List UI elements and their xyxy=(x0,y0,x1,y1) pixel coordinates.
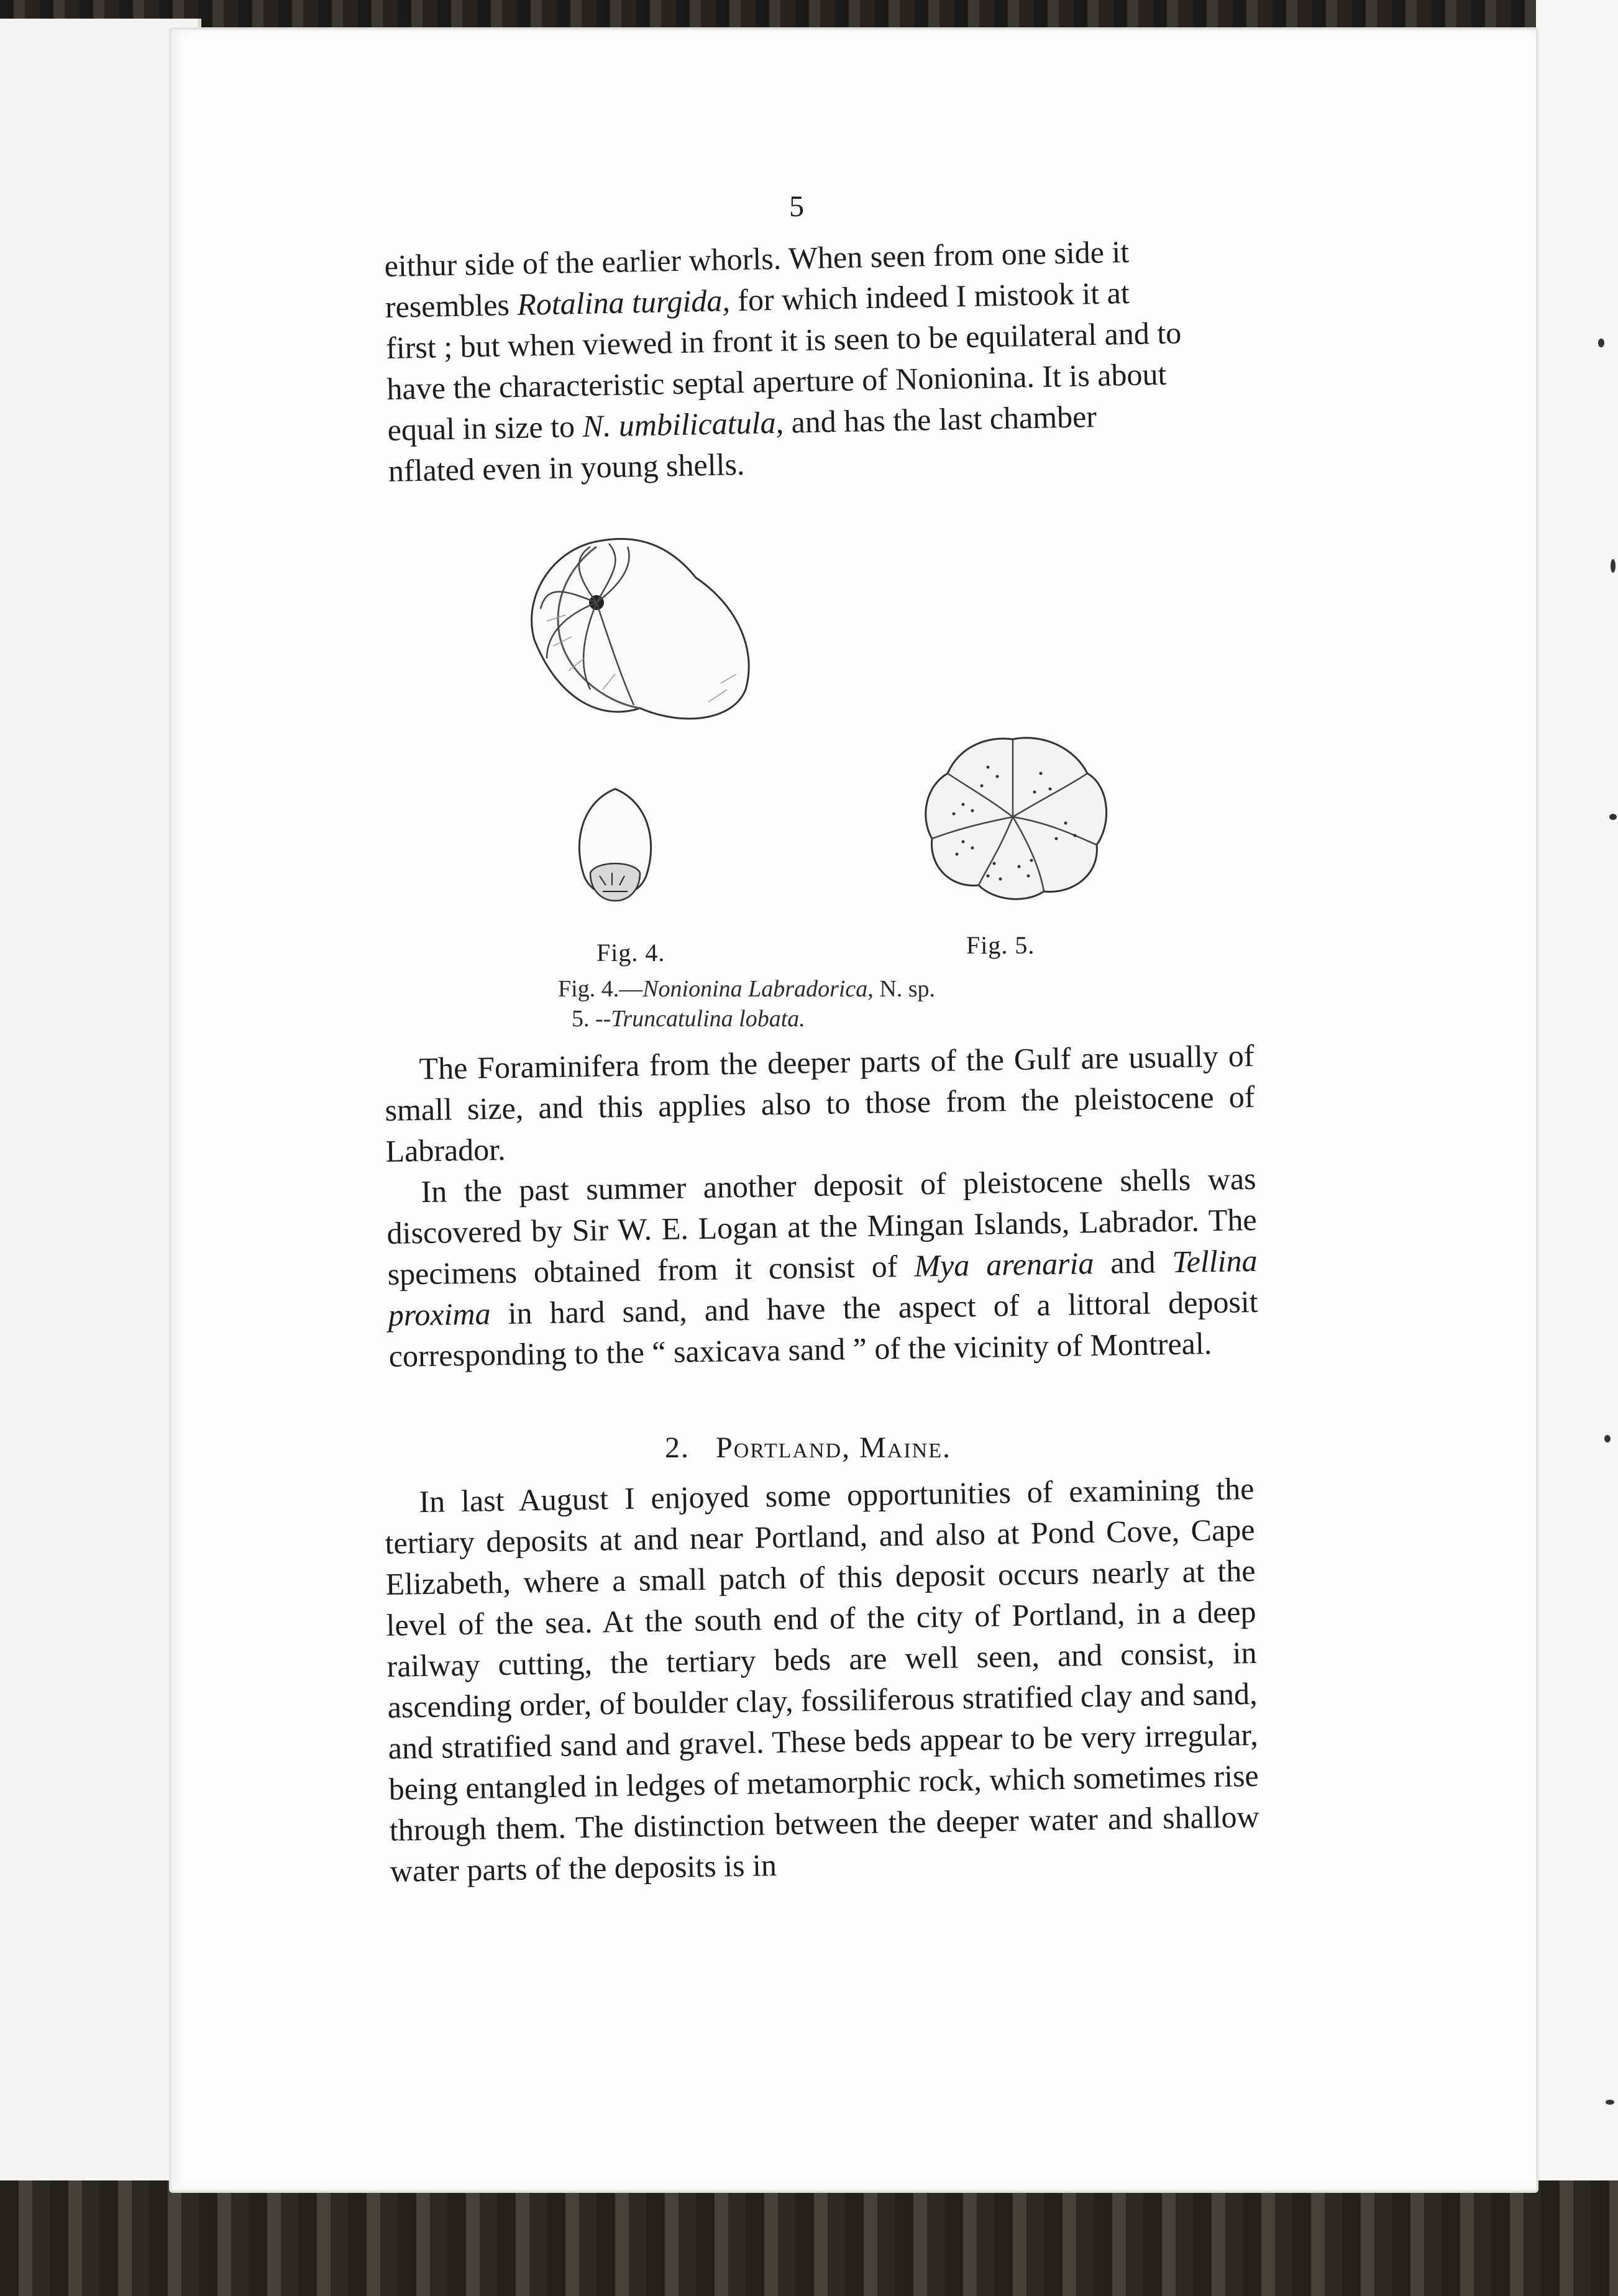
scan-background-bottom xyxy=(0,2180,1618,2296)
scan-margin-right xyxy=(1536,0,1618,2296)
line-part: equal in size to xyxy=(387,408,583,447)
page-number: 5 xyxy=(789,190,804,223)
line: first ; but when viewed in front it is seen to be equilateral and to xyxy=(385,315,1182,365)
line: nflated even in young shells. xyxy=(388,446,745,488)
species-name: Rotalina turgida, xyxy=(516,283,731,322)
section-heading xyxy=(665,1431,951,1465)
caption-part: Fig. 4.— xyxy=(558,976,643,1002)
body-text-foraminifera xyxy=(384,1035,1259,1377)
fig5-label: Fig. 5. xyxy=(966,931,1035,959)
caption-part: 5. -- xyxy=(572,1006,611,1032)
section-title: Portland, Maine. xyxy=(716,1431,951,1464)
line: eithur side of the earlier whorls. When seen from one side it xyxy=(384,234,1130,283)
paragraph-foraminifera: The Foraminifera from the deeper parts of the Gulf are usually of small size, and this applies also to those from the pleistocene of Labrador. xyxy=(385,1038,1255,1168)
section-number: 2. xyxy=(665,1431,690,1464)
figure-caption-line-2 xyxy=(572,1005,805,1032)
species-name: Tellina proxima xyxy=(388,1242,1258,1332)
species-name: Mya arenaria xyxy=(913,1246,1094,1283)
species-name: N. umbilicatula, xyxy=(582,404,784,444)
line-part: resembles xyxy=(385,286,518,324)
fig5-illustration xyxy=(920,730,1112,904)
line: have the characteristic septal aperture of Nonionina. It is about xyxy=(386,356,1167,406)
paragraph-portland: In last August I enjoyed some opportunities of examining the tertiary deposits at and near Portland, and also at Pond Cove, Cape Elizabeth, where a small patch of this deposit occurs nearly at the level of the sea. At the south end of the city of Portland, in a deep railway cutting, the tertiary beds are well seen, and consist, in ascending order, of boulder clay, fossiliferous stratified clay and sand, and stratified sand and gravel. These beds appear to be very irregular, being entangled in ledges of metamorphic rock, which sometimes rise through them. The distinction between the deeper water and shallow water parts of the deposits is in xyxy=(385,1471,1260,1888)
line-part: and has the last chamber xyxy=(783,399,1097,440)
caption-part: N. sp. xyxy=(873,976,936,1002)
line-part: for which indeed I mistook it at xyxy=(729,275,1130,318)
fig4-front-view-illustration xyxy=(565,783,665,919)
text-part: in hard sand, and have the aspect of a littoral deposit corresponding to the “ saxicava sand ” of the vicinity of Montreal. xyxy=(388,1283,1259,1374)
fig4-side-view-illustration xyxy=(510,522,770,733)
caption-species: Nonionina Labradorica, xyxy=(642,976,874,1002)
paragraph-pleistocene-deposit xyxy=(386,1158,1259,1377)
fig4-label: Fig. 4. xyxy=(596,939,665,967)
caption-species: Truncatulina lobata. xyxy=(611,1006,805,1032)
text-part: In the past summer another deposit of pleistocene shells was discovered by Sir W. E. Logan at the Mingan Islands, Labrador. The specimens obtained from it consist of xyxy=(386,1160,1257,1292)
figure-caption-line-1 xyxy=(558,975,935,1003)
body-text-portland xyxy=(384,1468,1260,1892)
text-part: and xyxy=(1093,1244,1172,1281)
paragraph-continuation xyxy=(384,229,1258,491)
